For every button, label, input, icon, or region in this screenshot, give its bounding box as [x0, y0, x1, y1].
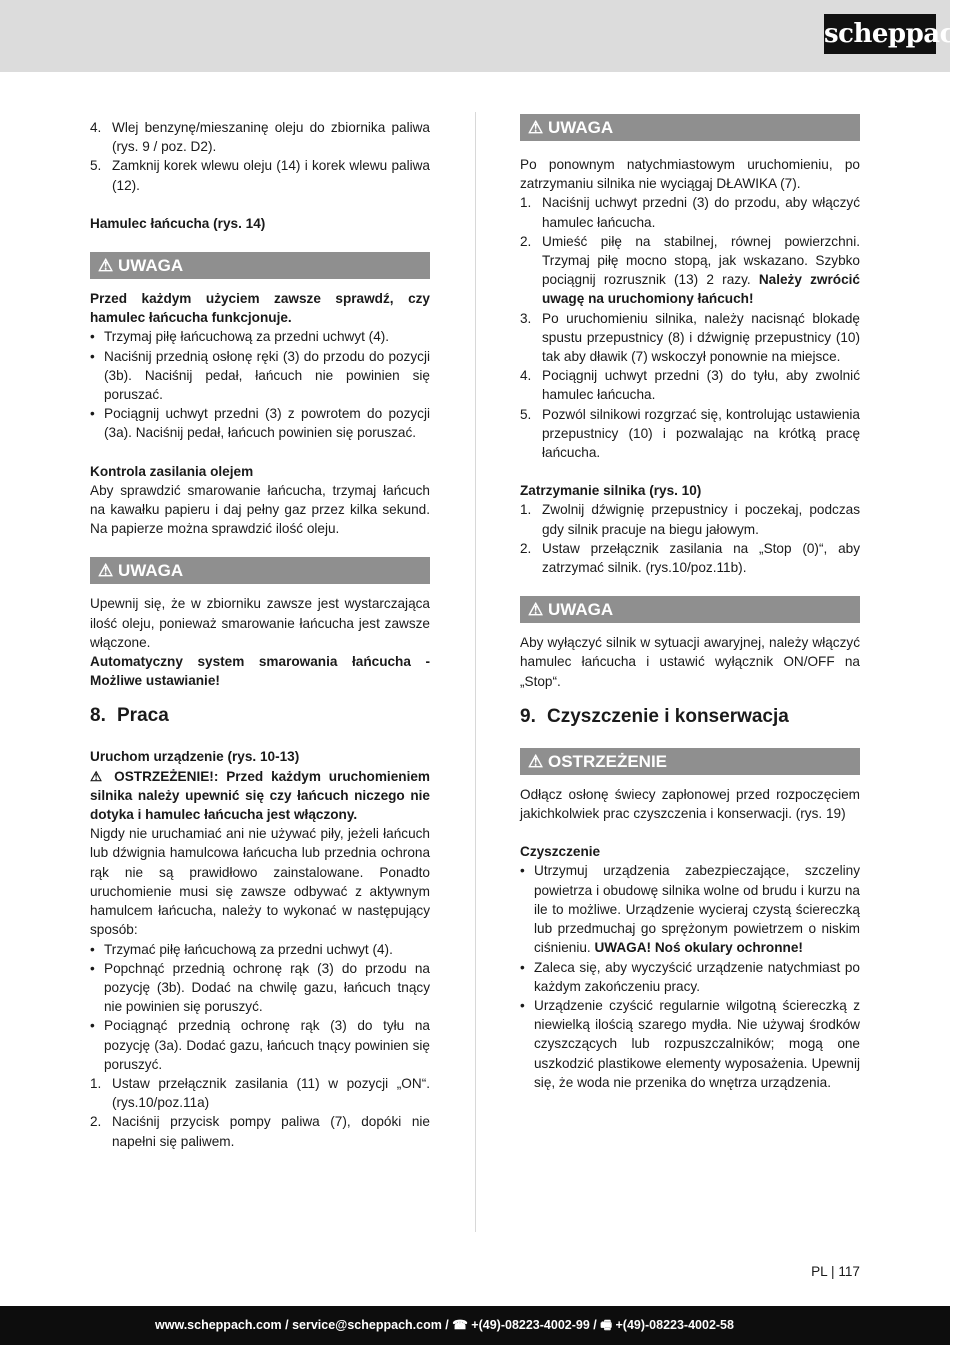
oil-text: Aby sprawdzić smarowanie łańcucha, trzymaj łańcuch na kawałku papieru i daj pełny gaz przez kilka sekund. Na papierze można sprawdzić ilość oleju.	[90, 482, 430, 537]
stop-heading: Zatrzymanie silnika (rys. 10)	[520, 483, 702, 499]
column-divider	[475, 112, 476, 1232]
list-item: • Trzymaj piłę łańcuchową za przedni uchwyt (4).	[90, 329, 390, 345]
start-steps-list	[90, 1074, 430, 1151]
list-item: • Urządzenie czyścić regularnie wilgotną ściereczką z niewielką ilością szarego mydła. Nie używaj środków czyszczących lub rozpuszczalników; mogą one uszkodzić plastikowe elementy wyposażenia. Upewnij się, że woda nie przenika do wnętrza urządzenia.	[520, 997, 860, 1090]
clean-heading: Czyszczenie	[520, 844, 601, 860]
brake-bullets	[90, 327, 430, 442]
list-item: 2. Ustaw przełącznik zasilania na „Stop (0)“, aby zatrzymać silnik. (rys.10/poz.11b).	[520, 540, 860, 576]
warning-banner: ⚠ OSTRZEŻENIE	[520, 748, 860, 775]
emergency-text: Aby wyłączyć silnik w sytuacji awaryjnej, należy włączyć hamulec łańcucha i ustawić wyłącznik ON/OFF na „Stop“.	[520, 635, 860, 689]
list-item: • Popchnąć przednią ochronę rąk (3) do przodu na pozycję (3b). Dodać na chwilę gazu, łańcuch tnący nie powinien się poruszyć.	[90, 960, 430, 1015]
brake-intro: Przed każdym użyciem zawsze sprawdź, czy hamulec łańcucha funkcjonuje.	[90, 291, 430, 326]
list-item: • Naciśnij przednią osłonę ręki (3) do przodu do pozycji (3b). Naciśnij pedał, łańcuch nie powinien się poruszać.	[90, 348, 430, 403]
start-warning: ⚠ OSTRZEŻENIE!: Przed każdym uruchomieniem silnika należy upewnić się czy łańcuch niczego nie dotyka i hamulec łańcucha jest włączony.	[90, 768, 430, 823]
clean-bullets	[520, 861, 860, 1091]
start-heading: Uruchom urządzenie (rys. 10-13)	[90, 749, 300, 765]
list-item: 4. Pociągnij uchwyt przedni (3) do tyłu, aby zwolnić hamulec łańcucha.	[520, 368, 860, 403]
list-item: 2. Naciśnij przycisk pompy paliwa (7), dopóki nie napełni się paliwem.	[90, 1114, 430, 1149]
list-item: • Utrzymuj urządzenia zabezpieczające, szczeliny powietrza i obudowę silnika wolne od brudu i kurzu na ile to możliwe. Urządzenie wycieraj czystą ściereczką lub przedmuchaj go sprężonym powietrzem o niskim ciśnieniu. UWAGA! Noś okulary ochronne!	[520, 863, 860, 956]
start-bullets	[90, 940, 430, 1074]
list-item: 1. Zwolnij dźwignię przepustnicy i poczekaj, podczas gdy silnik pracuje na biegu jałowym.	[520, 502, 860, 537]
list-item: 1. Ustaw przełącznik zasilania (11) w pozycji „ON“. (rys.10/poz.11a)	[90, 1075, 430, 1111]
warning-triangle-icon: ⚠	[528, 751, 544, 771]
left-column	[90, 118, 430, 1151]
footer-contact: www.scheppach.com / service@scheppach.com / ☎ +(49)-08223-4002-99 / 🖷 +(49)-08223-4002-58	[155, 1318, 734, 1332]
clean-warning-text: Odłącz osłonę świecy zapłonowej przed rozpoczęciem jakichkolwiek prac czyszczenia i konserwacji. (rys. 19)	[520, 786, 860, 822]
start-text: Nigdy nie uruchamiać ani nie używać piły, jeżeli łańcuch lub dźwignia hamulcowa łańcucha lub przednia ochrona rąk nie są prawidłowo zainstalowane. Ponadto uruchomienie musi się zawsze odbywać z aktywnym hamulcem łańcucha, należy to wykonać w następujący sposób:	[90, 826, 430, 938]
list-item: • Pociągnąć przednią ochronę rąk (3) do tyłu na pozycję (3a). Dodać gazu, łańcuch tnący powinien się poruszyć.	[90, 1018, 430, 1072]
list-item: 5. Pozwól silnikowi rozgrzać się, kontrolując ustawienia przepustnicy (10) i pozwalając na krótką pracę łańcucha.	[520, 406, 860, 461]
list-item: • Zaleca się, aby wyczyścić urządzenie natychmiast po każdym zakończeniu pracy.	[520, 959, 860, 994]
section-8-heading: 8. Praca	[90, 705, 169, 727]
list-item: • Pociągnij uchwyt przedni (3) z powrotem do pozycji (3a). Naciśnij pedał, łańcuch powinien się poruszać.	[90, 406, 430, 441]
header-bar	[0, 0, 973, 72]
page-number: PL | 117	[811, 1264, 860, 1279]
warning-banner: ⚠ UWAGA	[90, 252, 430, 279]
warning-triangle-icon: ⚠	[98, 561, 114, 581]
warning-banner: ⚠ UWAGA	[520, 596, 860, 623]
footer-bar	[0, 1306, 950, 1345]
warning-banner: ⚠ UWAGA	[90, 557, 430, 584]
oil-heading: Kontrola zasilania olejem	[90, 463, 254, 479]
list-item: 4. Wlej benzynę/mieszaninę oleju do zbiornika paliwa (rys. 9 / poz. D2).	[90, 120, 430, 155]
warning-triangle-icon: ⚠	[528, 600, 544, 620]
fuel-steps-list	[90, 118, 430, 195]
right-column	[520, 114, 860, 1092]
warning-triangle-icon: ⚠	[98, 256, 114, 276]
list-item: 3. Po uruchomieniu silnika, należy nacisnąć blokadę spustu przepustnicy (8) i dźwignię przepustnicy (10) tak aby dławik (7) wskoczył ponownie na miejsce.	[520, 310, 860, 365]
restart-steps-list	[520, 193, 860, 462]
list-item: 5. Zamknij korek wlewu oleju (14) i korek wlewu paliwa (12).	[90, 158, 430, 193]
list-item: • Trzymać piłę łańcuchową za przedni uchwyt (4).	[90, 941, 393, 957]
section-9-heading: 9. Czyszczenie i konserwacja	[520, 705, 789, 727]
warning-triangle-icon: ⚠	[528, 118, 544, 137]
warning-triangle-icon: ⚠	[90, 768, 115, 784]
restart-intro: Po ponownym natychmiastowym uruchomieniu, po zatrzymaniu silnika nie wyciągaj DŁAWIKA (7).	[520, 157, 860, 192]
list-item: 2. Umieść piłę na stabilnej, równej powierzchni. Trzymaj piłę mocno stopą, jak wskazano. Szybko pociągnij rozrusznik (13) 2 razy. Należy zwrócić uwagę na uruchomiony łańcuch!	[520, 233, 860, 307]
list-item: 1. Naciśnij uchwyt przedni (3) do przodu, aby włączyć hamulec łańcucha.	[520, 195, 860, 230]
oil-warning-text: Upewnij się, że w zbiorniku zawsze jest wystarczająca ilość oleju, ponieważ smarowanie łańcucha jest zawsze włączone.	[90, 596, 430, 650]
brake-heading: Hamulec łańcucha (rys. 14)	[90, 215, 266, 231]
oil-warning-bold: Automatyczny system smarowania łańcucha - Możliwe ustawianie!	[90, 654, 430, 689]
warning-banner: ⚠ UWAGA	[520, 114, 860, 141]
stop-steps-list	[520, 500, 860, 577]
brand-logo: scheppach	[824, 14, 936, 54]
